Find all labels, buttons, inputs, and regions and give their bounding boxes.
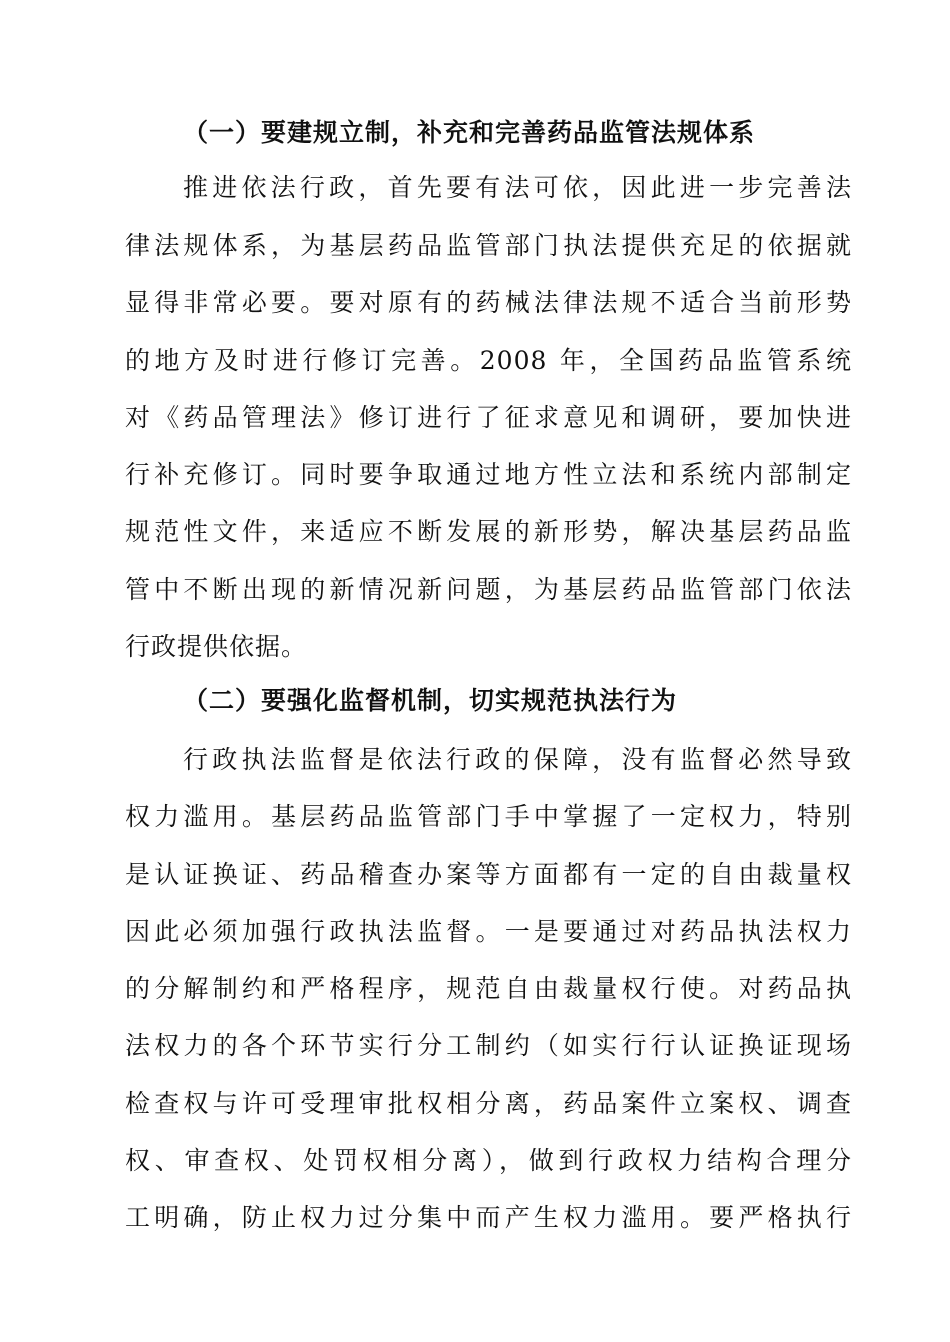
paragraph-line: 的分解制约和严格程序，规范自由裁量权行使。对药品执 — [125, 974, 852, 1003]
paragraph-line: 对《药品管理法》修订进行了征求意见和调研，要加快进 — [125, 403, 852, 432]
paragraph-line: 行政提供依据。 — [125, 632, 308, 661]
section-heading-1: （一）要建规立制，补充和完善药品监管法规体系 — [183, 118, 756, 147]
paragraph-line: 因此必须加强行政执法监督。一是要通过对药品执法权力 — [125, 917, 852, 946]
paragraph-line: 规范性文件，来适应不断发展的新形势，解决基层药品监 — [125, 517, 852, 546]
paragraph-line: 的地方及时进行修订完善。2008 年，全国药品监管系统 — [125, 346, 852, 375]
paragraph-line: 权、审查权、处罚权相分离），做到行政权力结构合理分 — [125, 1146, 852, 1175]
paragraph-line: 显得非常必要。要对原有的药械法律法规不适合当前形势 — [125, 288, 852, 317]
paragraph-line: 推进依法行政，首先要有法可依，因此进一步完善法 — [183, 173, 852, 202]
paragraph-line: 行补充修订。同时要争取通过地方性立法和系统内部制定 — [125, 460, 852, 489]
paragraph-line: 管中不断出现的新情况新问题，为基层药品监管部门依法 — [125, 575, 852, 604]
paragraph-line: 律法规体系，为基层药品监管部门执法提供充足的依据就 — [125, 231, 852, 260]
paragraph-line: 检查权与许可受理审批权相分离，药品案件立案权、调查 — [125, 1089, 852, 1118]
section-heading-2: （二）要强化监督机制，切实规范执法行为 — [183, 686, 678, 715]
paragraph-line: 法权力的各个环节实行分工制约（如实行行认证换证现场 — [125, 1031, 852, 1060]
paragraph-line: 工明确，防止权力过分集中而产生权力滥用。要严格执行 — [125, 1203, 852, 1232]
paragraph-line: 行政执法监督是依法行政的保障，没有监督必然导致 — [183, 745, 852, 774]
paragraph-line: 权力滥用。基层药品监管部门手中掌握了一定权力，特别 — [125, 802, 852, 831]
paragraph-line: 是认证换证、药品稽查办案等方面都有一定的自由裁量权 — [125, 860, 852, 889]
